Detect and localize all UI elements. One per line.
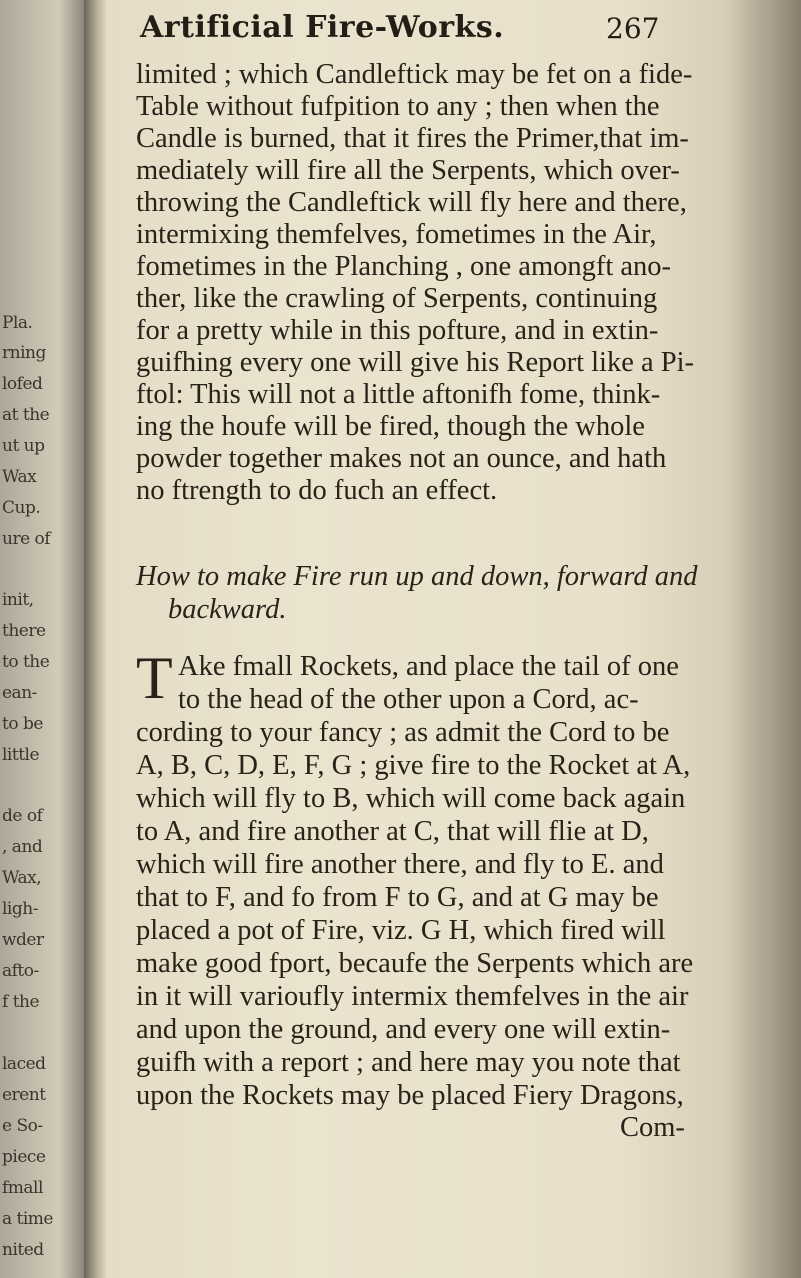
text-line: which will fly to B, which will come back again	[136, 783, 686, 814]
left-fragment: a time	[2, 1209, 53, 1229]
text-line: Ake fmall Rockets, and place the tail of one	[178, 651, 679, 682]
left-fragment: to be	[2, 714, 43, 734]
text-line: ftol: This will not a little aftonifh fome, think-	[136, 379, 661, 410]
drop-cap: T	[136, 645, 173, 711]
text-line: guifh with a report ; and here may you note that	[136, 1047, 681, 1078]
left-fragment: lofed	[2, 374, 43, 394]
text-line: mediately will fire all the Serpents, which over-	[136, 155, 680, 186]
text-line: A, B, C, D, E, F, G ; give fire to the Rocket at A,	[136, 750, 691, 781]
left-fragment: ure of	[2, 529, 51, 549]
text-line: powder together makes not an ounce, and hath	[136, 443, 667, 474]
text-line: fometimes in the Planching , one amongft ano-	[136, 251, 672, 282]
text-line: intermixing themfelves, fometimes in the Air,	[136, 219, 657, 250]
left-fragment: little	[2, 745, 40, 765]
left-fragment: nited	[2, 1240, 44, 1260]
left-fragment: , and	[2, 837, 43, 857]
left-fragment: afto-	[2, 961, 39, 981]
left-fragment: f the	[2, 992, 40, 1012]
text-line: Table without fufpition to any ; then when the	[136, 91, 660, 122]
left-fragment: ligh-	[2, 899, 38, 919]
text-line: limited ; which Candleftick may be fet on a fide-	[136, 59, 693, 90]
page-number: 267	[606, 12, 660, 45]
section-heading: backward.	[168, 594, 287, 625]
left-fragment: init,	[2, 590, 34, 610]
text-line: and upon the ground, and every one will extin-	[136, 1014, 671, 1045]
left-fragment: fmall	[2, 1178, 43, 1198]
left-page-edge	[0, 0, 84, 1278]
text-line: that to F, and fo from F to G, and at G may be	[136, 882, 659, 913]
left-fragment: to the	[2, 652, 50, 672]
left-fragment: rning	[2, 343, 46, 363]
left-fragment: e So-	[2, 1116, 43, 1136]
section-heading: How to make Fire run up and down, forward and	[136, 561, 698, 592]
text-line: for a pretty while in this pofture, and in extin-	[136, 315, 659, 346]
text-line: Candle is burned, that it fires the Primer,that im-	[136, 123, 689, 154]
text-line: to the head of the other upon a Cord, ac-	[178, 684, 639, 715]
left-fragment: Pla.	[2, 313, 33, 333]
text-line: ing the houfe will be fired, though the whole	[136, 411, 645, 442]
left-fragment: wder	[2, 930, 44, 950]
left-fragment: piece	[2, 1147, 46, 1167]
text-line: guifhing every one will give his Report like a Pi-	[136, 347, 695, 378]
text-line: no ftrength to do fuch an effect.	[136, 475, 498, 506]
text-line: throwing the Candleftick will fly here and there,	[136, 187, 687, 218]
text-line: to A, and fire another at C, that will flie at D,	[136, 816, 649, 847]
left-fragment: Wax,	[2, 868, 42, 888]
left-fragment: ean-	[2, 683, 37, 703]
left-fragment: there	[2, 621, 46, 641]
text-line: placed a pot of Fire, viz. G H, which fired will	[136, 915, 666, 946]
text-line: in it will varioufly intermix themfelves in the air	[136, 981, 689, 1012]
left-fragment: erent	[2, 1085, 46, 1105]
page-header	[130, 10, 720, 50]
text-line: upon the Rockets may be placed Fiery Dragons,	[136, 1080, 684, 1111]
left-fragment: at the	[2, 405, 50, 425]
text-line: make good fport, becaufe the Serpents which are	[136, 948, 694, 979]
left-fragment: laced	[2, 1054, 46, 1074]
text-line: cording to your fancy ; as admit the Cord to be	[136, 717, 670, 748]
text-line: ther, like the crawling of Serpents, continuing	[136, 283, 658, 314]
left-fragment: Cup.	[2, 498, 41, 518]
left-fragment: de of	[2, 806, 43, 826]
catchword: Com-	[620, 1112, 685, 1143]
left-fragment: ut up	[2, 436, 45, 456]
text-line: which will fire another there, and fly to E. and	[136, 849, 664, 880]
book-gutter	[84, 0, 106, 1278]
left-fragment: Wax	[2, 467, 37, 487]
running-title: Artificial Fire-Works.	[140, 10, 505, 45]
right-page-edge	[731, 0, 801, 1278]
